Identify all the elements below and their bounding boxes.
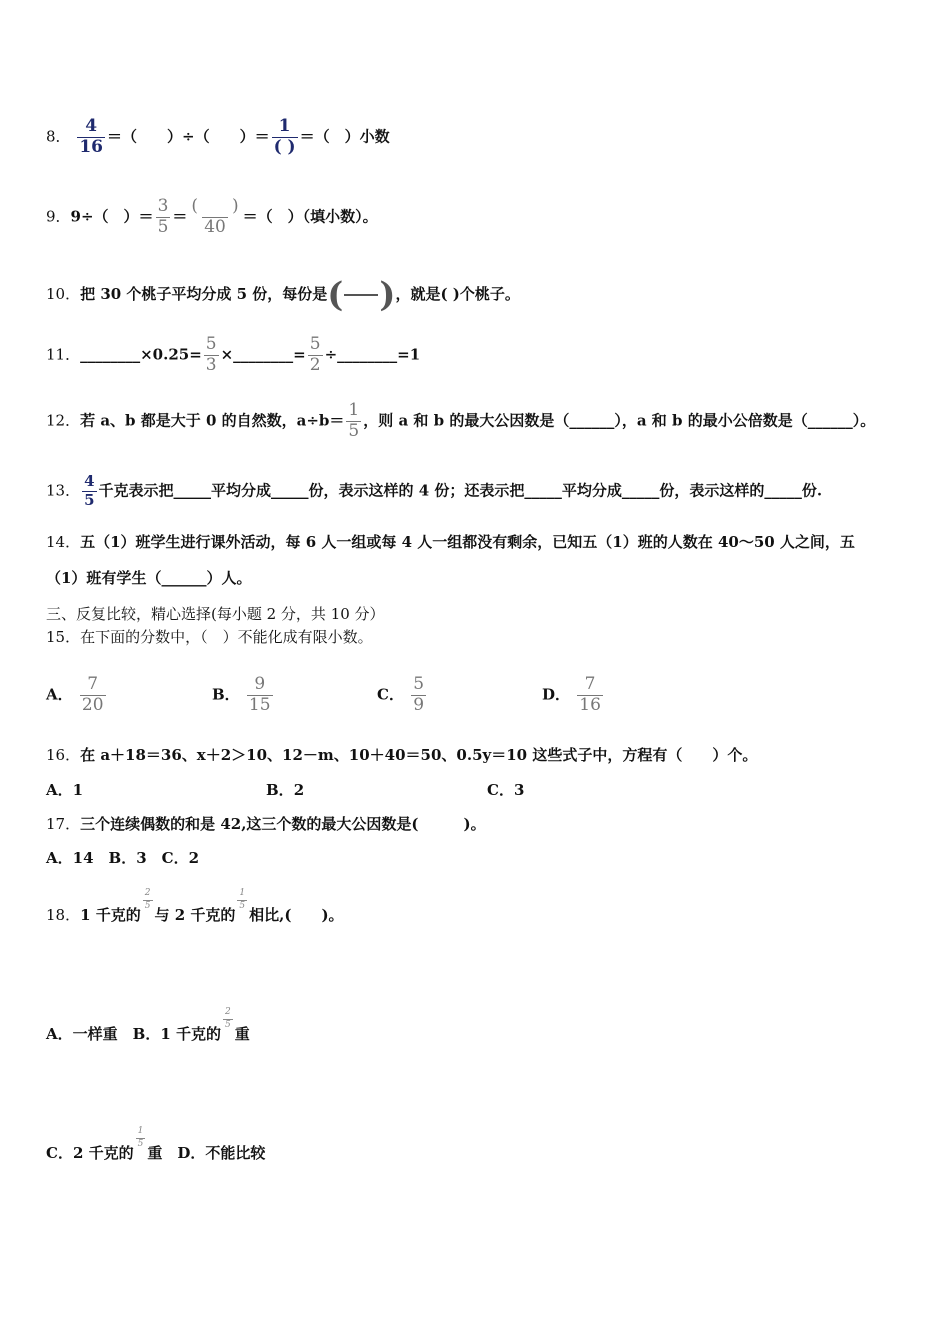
question-text: 五（1）班学生进行课外活动，每 6 人一组或每 4 人一组都没有剩余，已知五（1）班的人数在 40～50 人之间，五: [80, 533, 855, 551]
question-text: 相比,( )。: [249, 906, 344, 924]
question-text: 若 a、b 都是大于 0 的自然数，a÷b＝: [80, 411, 345, 430]
question-text: 在 a＋18＝36、x＋2＞10、12－m、10＋40＝50、0.5y＝10 这些式子中，方程有（ ）个。: [80, 746, 758, 764]
option-a[interactable]: [46, 676, 108, 715]
question-text: （1）班有学生（______）人。: [46, 569, 252, 587]
question-text: ÷________=1: [324, 345, 421, 364]
question-text: ×________=: [220, 345, 306, 364]
question-text: ，就是( )个桃子。: [395, 285, 520, 303]
question-18-options-cd[interactable]: [46, 1126, 266, 1165]
question-number: 8．: [46, 127, 71, 146]
question-number: 10．: [46, 285, 81, 303]
question-number: 15．: [46, 628, 81, 646]
fraction: $\frac{9}{15}$: [248, 674, 271, 715]
option-b[interactable]: [212, 676, 275, 715]
question-14-continued: [46, 568, 251, 588]
option-list: A．14 B．3 C．2: [46, 849, 200, 867]
option-label: B．: [266, 781, 294, 799]
option-text: 重 D．不能比较: [147, 1144, 266, 1162]
question-text: ＝（ ）÷（ ）＝: [107, 127, 270, 146]
question-17-options[interactable]: [46, 848, 199, 868]
question-number: 16．: [46, 746, 81, 764]
option-label: B．: [212, 685, 240, 704]
question-11: [46, 336, 420, 375]
option-label: A．: [46, 781, 73, 799]
question-number: 18．: [46, 906, 81, 924]
option-label: C．: [487, 781, 514, 799]
option-c[interactable]: [487, 780, 524, 800]
fraction: $\frac{7}{16}$: [579, 674, 601, 715]
fraction: $\frac{4}{5}$: [84, 472, 95, 509]
fraction: $\frac{4}{16}$: [79, 116, 103, 157]
option-text: 重: [234, 1025, 250, 1043]
question-text: 9÷（ ）＝: [70, 207, 154, 226]
question-12: [46, 402, 875, 441]
option-label: D．: [542, 685, 571, 704]
fraction: $\frac{1}{5}$: [348, 400, 360, 441]
option-d[interactable]: [542, 676, 605, 715]
question-number: 14．: [46, 533, 81, 551]
option-text: C．2 千克的: [46, 1144, 134, 1162]
question-text: 与 2 千克的: [154, 906, 236, 924]
question-14: [46, 532, 855, 552]
question-18: [46, 888, 344, 927]
fraction: $\frac{3}{5}$: [157, 196, 169, 237]
fraction: $\frac{5}{3}$: [205, 334, 217, 375]
question-number: 9．: [46, 207, 71, 226]
section-heading: 三、反复比较，精心选择(每小题 2 分，共 10 分）: [46, 605, 385, 623]
option-value: 1: [72, 781, 84, 799]
question-16: [46, 745, 757, 765]
fraction: $\frac{5}{9}$: [413, 674, 425, 715]
question-text: ＝: [172, 207, 188, 226]
option-text: A．一样重 B．1 千克的: [46, 1025, 221, 1043]
option-c[interactable]: [377, 676, 428, 715]
question-text: ________×0.25=: [80, 345, 202, 364]
fraction: $\frac{7}{20}$: [81, 674, 104, 715]
question-text: ＝（ ）小数: [299, 127, 390, 146]
fraction: $\frac{1}{5}$: [137, 1126, 144, 1149]
fraction: $\frac{1}{5}$: [239, 888, 246, 911]
question-text: 千克表示把_____平均分成_____份，表示这样的 4 份；还表示把_____平均分成_____份，表示这样的_____份.: [98, 481, 823, 500]
question-number: 12．: [46, 411, 81, 430]
option-value: 3: [513, 781, 525, 799]
question-text: ＝（ ）（填小数）。: [242, 207, 378, 226]
question-number: 11．: [46, 345, 81, 364]
question-8: [46, 118, 390, 157]
question-18-options-ab[interactable]: [46, 1007, 250, 1046]
option-value: 2: [293, 781, 305, 799]
question-text: 把 30 个桃子平均分成 5 份，每份是: [80, 285, 328, 303]
fraction: $\frac{2}{5}$: [144, 888, 151, 911]
question-text: 在下面的分数中，（ ）不能化成有限小数。: [80, 628, 373, 646]
fraction: $\frac{5}{2}$: [309, 334, 321, 375]
fraction: $\frac{1}{( )}$: [273, 116, 296, 157]
question-15: [46, 627, 373, 647]
option-label: C．: [377, 685, 404, 704]
fraction: $\frac{( )}{40}$: [191, 196, 239, 237]
question-text: 1 千克的: [80, 906, 141, 924]
question-text: 三个连续偶数的和是 42,这三个数的最大公因数是( )。: [80, 815, 486, 833]
question-13: [46, 474, 822, 509]
option-a[interactable]: [46, 780, 83, 800]
fraction-blank-icon: ( ): [327, 275, 396, 315]
question-number: 13．: [46, 481, 81, 500]
question-text: ，则 a 和 b 的最大公因数是（______），a 和 b 的最小公倍数是（______）。: [363, 411, 876, 430]
fraction: $\frac{2}{5}$: [224, 1007, 231, 1030]
question-17: [46, 814, 486, 834]
question-9: [46, 198, 378, 237]
option-label: A．: [46, 685, 73, 704]
question-10: [46, 275, 520, 315]
question-number: 17．: [46, 815, 81, 833]
option-b[interactable]: [266, 780, 304, 800]
